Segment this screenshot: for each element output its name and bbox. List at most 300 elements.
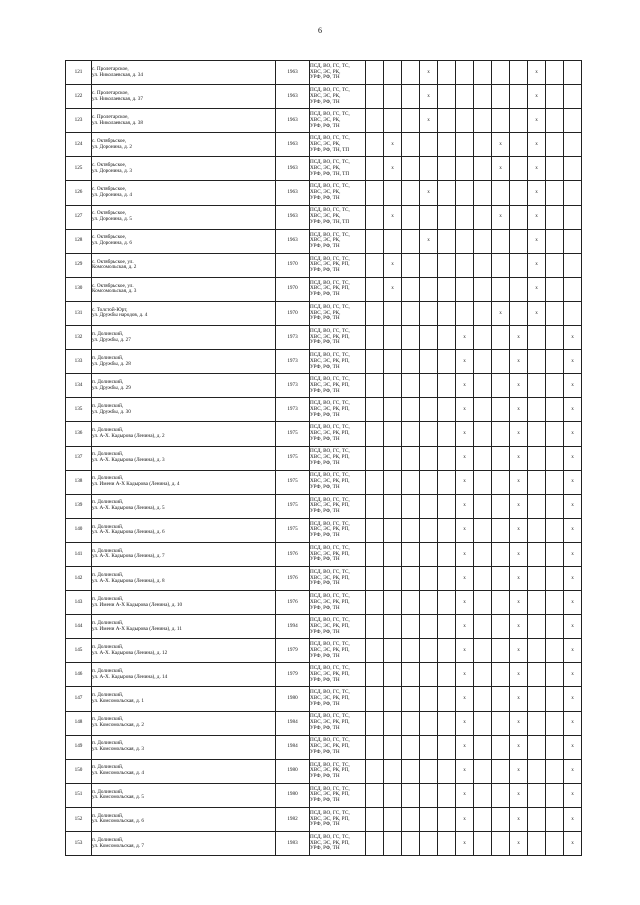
mark-cell: [474, 518, 492, 542]
construction-year: 1973: [276, 398, 310, 422]
mark-cell: [438, 615, 456, 639]
services-line: УРФ, РФ, ТН: [310, 580, 340, 587]
mark-cell: [474, 566, 492, 590]
mark-cell: [492, 398, 510, 422]
mark-cell: x: [564, 326, 582, 350]
mark-cell: [438, 542, 456, 566]
services-cell: [310, 615, 366, 639]
mark-cell: [546, 109, 564, 133]
mark-cell: [564, 277, 582, 301]
row-number: 152: [66, 807, 92, 831]
mark-cell: [564, 229, 582, 253]
table-row: [66, 326, 582, 350]
address-cell: [92, 663, 276, 687]
mark-cell: [474, 253, 492, 277]
services-cell: [310, 398, 366, 422]
construction-year: 1973: [276, 326, 310, 350]
mark-cell: [510, 85, 528, 109]
mark-cell: [384, 85, 402, 109]
services-line: ПСД, ВО, ГС, ТС,: [310, 255, 350, 262]
row-number: 136: [66, 422, 92, 446]
mark-cell: [384, 687, 402, 711]
mark-cell: x: [456, 663, 474, 687]
mark-cell: [456, 229, 474, 253]
services-cell: [310, 518, 366, 542]
mark-cell: [384, 663, 402, 687]
row-number: 153: [66, 832, 92, 856]
mark-cell: [456, 133, 474, 157]
mark-cell: [564, 61, 582, 85]
services-line: ПСД, ВО, ГС, ТС,: [310, 183, 350, 190]
construction-year: 1976: [276, 566, 310, 590]
mark-cell: [420, 301, 438, 325]
services-cell: [310, 253, 366, 277]
address-street: ул. А-Х. Кадырова (Ленина), д. 6: [92, 529, 165, 536]
address-street: ул. Доронина, д. 2: [92, 143, 132, 150]
mark-cell: [492, 326, 510, 350]
table-row: [66, 350, 582, 374]
page-number: 6: [318, 26, 322, 35]
mark-cell: x: [456, 807, 474, 831]
services-line: ПСД, ВО, ГС, ТС,: [310, 809, 350, 816]
mark-cell: [420, 350, 438, 374]
address-cell: [92, 735, 276, 759]
mark-cell: [366, 301, 384, 325]
services-line: ХВС, ЭС, РК, РП,: [310, 502, 350, 509]
services-line: УРФ, РФ, ТН: [310, 387, 340, 394]
mark-cell: [438, 350, 456, 374]
services-line: УРФ, РФ, ТН: [310, 484, 340, 491]
mark-cell: [402, 133, 420, 157]
mark-cell: [564, 205, 582, 229]
mark-cell: [510, 133, 528, 157]
construction-year: 1973: [276, 374, 310, 398]
mark-cell: [564, 133, 582, 157]
address-street: ул. А-Х. Кадырова (Ленина), д. 3: [92, 457, 165, 464]
construction-year: 1979: [276, 663, 310, 687]
services-line: ПСД, ВО, ГС, ТС,: [310, 713, 350, 720]
address-cell: [92, 133, 276, 157]
mark-cell: x: [510, 759, 528, 783]
mark-cell: [474, 85, 492, 109]
mark-cell: [384, 109, 402, 133]
address-cell: [92, 639, 276, 663]
mark-cell: [492, 253, 510, 277]
mark-cell: [510, 109, 528, 133]
mark-cell: [402, 277, 420, 301]
construction-year: 1963: [276, 85, 310, 109]
mark-cell: [402, 759, 420, 783]
mark-cell: [492, 542, 510, 566]
table-row: [66, 783, 582, 807]
services-line: ХВС, ЭС, РК, РП,: [310, 791, 350, 798]
mark-cell: [528, 494, 546, 518]
address-cell: [92, 229, 276, 253]
row-number: 137: [66, 446, 92, 470]
mark-cell: [474, 61, 492, 85]
mark-cell: [492, 639, 510, 663]
mark-cell: [546, 301, 564, 325]
mark-cell: [402, 735, 420, 759]
mark-cell: x: [510, 494, 528, 518]
mark-cell: [420, 277, 438, 301]
address-settlement: п. Долинский,: [92, 571, 124, 578]
address-cell: [92, 374, 276, 398]
row-number: 133: [66, 350, 92, 374]
services-line: УРФ, РФ, ТН: [310, 676, 340, 683]
address-settlement: с. Октябрьское,: [92, 210, 127, 217]
construction-year: 1982: [276, 807, 310, 831]
mark-cell: [384, 832, 402, 856]
table-row: [66, 494, 582, 518]
mark-cell: x: [456, 687, 474, 711]
mark-cell: x: [456, 446, 474, 470]
mark-cell: [456, 157, 474, 181]
mark-cell: [456, 277, 474, 301]
row-number: 130: [66, 277, 92, 301]
mark-cell: [420, 783, 438, 807]
mark-cell: [546, 711, 564, 735]
services-line: ХВС, ЭС, РК, РП,: [310, 598, 350, 605]
services-line: ХВС, ЭС, РК, РП,: [310, 285, 350, 292]
address-cell: [92, 109, 276, 133]
services-line: ХВС, ЭС, РК,: [310, 165, 341, 172]
mark-cell: [438, 470, 456, 494]
mark-cell: [384, 639, 402, 663]
row-number: 148: [66, 711, 92, 735]
mark-cell: [366, 639, 384, 663]
mark-cell: [492, 109, 510, 133]
row-number: 121: [66, 61, 92, 85]
services-line: ХВС, ЭС, РК, РП,: [310, 357, 350, 364]
mark-cell: [474, 759, 492, 783]
services-line: ПСД, ВО, ГС, ТС,: [310, 303, 350, 310]
services-line: ПСД, ВО, ГС, ТС,: [310, 400, 350, 407]
mark-cell: [474, 542, 492, 566]
row-number: 144: [66, 615, 92, 639]
services-line: УРФ, РФ, ТН: [310, 628, 340, 635]
address-cell: [92, 350, 276, 374]
mark-cell: [438, 494, 456, 518]
services-cell: [310, 229, 366, 253]
row-number: 135: [66, 398, 92, 422]
services-cell: [310, 277, 366, 301]
mark-cell: x: [456, 374, 474, 398]
mark-cell: [438, 422, 456, 446]
mark-cell: [420, 205, 438, 229]
mark-cell: [546, 398, 564, 422]
address-cell: [92, 253, 276, 277]
table-row: [66, 133, 582, 157]
services-line: УРФ, РФ, ТН, ТП: [310, 146, 350, 153]
services-cell: [310, 832, 366, 856]
address-street: ул. Дружбы, д. 27: [92, 336, 131, 343]
mark-cell: x: [420, 229, 438, 253]
row-number: 131: [66, 301, 92, 325]
mark-cell: [366, 61, 384, 85]
services-line: ХВС, ЭС, РК, РП,: [310, 261, 350, 268]
mark-cell: [402, 591, 420, 615]
mark-cell: [438, 663, 456, 687]
mark-cell: x: [564, 807, 582, 831]
address-settlement: с. Октябрьское,: [92, 138, 127, 145]
mark-cell: x: [510, 542, 528, 566]
mark-cell: x: [510, 326, 528, 350]
services-line: УРФ, РФ, ТН: [310, 122, 340, 129]
address-street: ул. Имени А-Х Кадырова (Ленина), д. 4: [92, 481, 180, 488]
services-line: ХВС, ЭС, РК,: [310, 237, 341, 244]
services-line: УРФ, РФ, ТН: [310, 604, 340, 611]
construction-year: 1963: [276, 229, 310, 253]
mark-cell: [402, 253, 420, 277]
mark-cell: x: [456, 639, 474, 663]
table-row: [66, 157, 582, 181]
mark-cell: [438, 783, 456, 807]
services-line: УРФ, РФ, ТН: [310, 411, 340, 418]
table-row: [66, 566, 582, 590]
mark-cell: [402, 663, 420, 687]
mark-cell: [420, 615, 438, 639]
mark-cell: [564, 181, 582, 205]
address-street: ул. А-Х. Кадырова (Ленина), д. 2: [92, 432, 165, 439]
address-settlement: с. Октябрьское,: [92, 234, 127, 241]
mark-cell: [492, 494, 510, 518]
services-line: УРФ, РФ, ТН: [310, 363, 340, 370]
address-cell: [92, 542, 276, 566]
address-cell: [92, 832, 276, 856]
mark-cell: [438, 133, 456, 157]
mark-cell: [438, 374, 456, 398]
services-line: ПСД, ВО, ГС, ТС,: [310, 689, 350, 696]
mark-cell: [438, 109, 456, 133]
mark-cell: [510, 301, 528, 325]
row-number: 122: [66, 85, 92, 109]
services-line: ХВС, ЭС, РК, РП,: [310, 622, 350, 629]
mark-cell: [474, 422, 492, 446]
services-line: УРФ, РФ, ТН: [310, 339, 340, 346]
services-cell: [310, 566, 366, 590]
address-settlement: п. Долинский,: [92, 836, 124, 843]
address-settlement: п. Долинский,: [92, 764, 124, 771]
mark-cell: [420, 494, 438, 518]
mark-cell: [366, 494, 384, 518]
mark-cell: [384, 807, 402, 831]
mark-cell: x: [456, 494, 474, 518]
services-line: ХВС, ЭС, РК,: [310, 140, 341, 147]
mark-cell: [456, 301, 474, 325]
services-line: ХВС, ЭС, РК,: [310, 92, 341, 99]
mark-cell: [402, 832, 420, 856]
mark-cell: [546, 832, 564, 856]
row-number: 138: [66, 470, 92, 494]
mark-cell: [366, 422, 384, 446]
mark-cell: [366, 446, 384, 470]
mark-cell: [528, 398, 546, 422]
mark-cell: x: [528, 109, 546, 133]
mark-cell: [366, 350, 384, 374]
mark-cell: [528, 326, 546, 350]
table-row: [66, 61, 582, 85]
address-settlement: п. Долинский,: [92, 499, 124, 506]
construction-year: 1963: [276, 109, 310, 133]
mark-cell: [492, 735, 510, 759]
mark-cell: [528, 711, 546, 735]
mark-cell: [474, 350, 492, 374]
construction-year: 1980: [276, 759, 310, 783]
row-number: 125: [66, 157, 92, 181]
mark-cell: [420, 735, 438, 759]
services-line: УРФ, РФ, ТН: [310, 724, 340, 731]
services-line: ХВС, ЭС, РК,: [310, 189, 341, 196]
services-line: УРФ, РФ, ТН: [310, 267, 340, 274]
address-street: ул. Дружбы, д. 29: [92, 384, 131, 391]
address-street: ул. Комсомольская, д. 6: [92, 818, 144, 825]
services-cell: [310, 301, 366, 325]
mark-cell: [402, 398, 420, 422]
mark-cell: [420, 807, 438, 831]
mark-cell: [402, 446, 420, 470]
mark-cell: [402, 301, 420, 325]
construction-year: 1970: [276, 301, 310, 325]
address-cell: [92, 398, 276, 422]
table-row: [66, 711, 582, 735]
mark-cell: [438, 687, 456, 711]
mark-cell: [402, 374, 420, 398]
address-settlement: с. Октябрьское, ул.: [92, 282, 134, 289]
services-line: ПСД, ВО, ГС, ТС,: [310, 496, 350, 503]
services-line: ХВС, ЭС, РК,: [310, 68, 341, 75]
mark-cell: [474, 494, 492, 518]
mark-cell: x: [510, 807, 528, 831]
mark-cell: [456, 205, 474, 229]
row-number: 141: [66, 542, 92, 566]
mark-cell: [438, 229, 456, 253]
address-settlement: п. Долинский,: [92, 354, 124, 361]
mark-cell: [492, 61, 510, 85]
services-line: УРФ, РФ, ТН: [310, 749, 340, 756]
construction-year: 1979: [276, 639, 310, 663]
mark-cell: [420, 542, 438, 566]
mark-cell: x: [420, 61, 438, 85]
services-cell: [310, 374, 366, 398]
address-settlement: п. Долинский,: [92, 595, 124, 602]
address-settlement: с. Пролетарское,: [92, 113, 129, 120]
construction-year: 1963: [276, 133, 310, 157]
mark-cell: [438, 446, 456, 470]
mark-cell: [546, 663, 564, 687]
address-cell: [92, 615, 276, 639]
row-number: 146: [66, 663, 92, 687]
mark-cell: [546, 374, 564, 398]
mark-cell: [402, 615, 420, 639]
mark-cell: [492, 783, 510, 807]
row-number: 140: [66, 518, 92, 542]
services-line: УРФ, РФ, ТН: [310, 459, 340, 466]
address-settlement: п. Долинский,: [92, 644, 124, 650]
mark-cell: [492, 566, 510, 590]
table-row: [66, 759, 582, 783]
services-line: ХВС, ЭС, РК, РП,: [310, 550, 350, 557]
services-line: ХВС, ЭС, РК, РП,: [310, 454, 350, 461]
mark-cell: x: [456, 832, 474, 856]
address-settlement: с. Октябрьское,: [92, 186, 127, 193]
services-line: УРФ, РФ, ТН, ТП: [310, 170, 350, 177]
table-row: [66, 277, 582, 301]
mark-cell: [456, 109, 474, 133]
services-cell: [310, 759, 366, 783]
address-cell: [92, 61, 276, 85]
mark-cell: [492, 470, 510, 494]
mark-cell: [438, 807, 456, 831]
address-street: ул. Имени А-Х Кадырова (Ленина), д. 10: [92, 601, 183, 608]
mark-cell: [528, 639, 546, 663]
address-cell: [92, 446, 276, 470]
mark-cell: [402, 518, 420, 542]
mark-cell: [402, 711, 420, 735]
address-cell: [92, 277, 276, 301]
mark-cell: [510, 61, 528, 85]
mark-cell: x: [456, 759, 474, 783]
mark-cell: [546, 518, 564, 542]
mark-cell: x: [420, 109, 438, 133]
address-street: ул. Имени А-Х Кадырова (Ленина), д. 11: [92, 625, 182, 632]
mark-cell: x: [492, 133, 510, 157]
address-settlement: с. Октябрьское,: [92, 162, 127, 169]
mark-cell: [528, 615, 546, 639]
mark-cell: [546, 133, 564, 157]
row-number: 150: [66, 759, 92, 783]
mark-cell: x: [528, 181, 546, 205]
services-line: УРФ, РФ, ТН: [310, 98, 340, 105]
mark-cell: [474, 133, 492, 157]
address-cell: [92, 422, 276, 446]
mark-cell: x: [510, 639, 528, 663]
services-line: ХВС, ЭС, РК, РП,: [310, 574, 350, 581]
mark-cell: [438, 326, 456, 350]
mark-cell: [456, 85, 474, 109]
services-cell: [310, 350, 366, 374]
address-street: ул. А-Х. Кадырова (Ленина), д. 12: [92, 649, 168, 656]
mark-cell: [492, 687, 510, 711]
mark-cell: [474, 181, 492, 205]
mark-cell: [546, 494, 564, 518]
mark-cell: [474, 446, 492, 470]
services-line: ХВС, ЭС, РК, РП,: [310, 670, 350, 677]
mark-cell: [528, 591, 546, 615]
mark-cell: x: [564, 687, 582, 711]
mark-cell: [456, 253, 474, 277]
mark-cell: x: [456, 783, 474, 807]
mark-cell: [384, 470, 402, 494]
services-line: УРФ, РФ, ТН: [310, 315, 340, 322]
table-row: [66, 687, 582, 711]
construction-year: 1975: [276, 518, 310, 542]
mark-cell: x: [564, 518, 582, 542]
table-row: [66, 229, 582, 253]
services-line: ПСД, ВО, ГС, ТС,: [310, 617, 350, 623]
mark-cell: x: [456, 326, 474, 350]
mark-cell: [456, 61, 474, 85]
mark-cell: [420, 470, 438, 494]
mark-cell: x: [528, 229, 546, 253]
mark-cell: x: [564, 398, 582, 422]
mark-cell: [384, 518, 402, 542]
mark-cell: [510, 229, 528, 253]
mark-cell: x: [564, 832, 582, 856]
construction-year: 1970: [276, 277, 310, 301]
mark-cell: [420, 759, 438, 783]
mark-cell: x: [456, 350, 474, 374]
